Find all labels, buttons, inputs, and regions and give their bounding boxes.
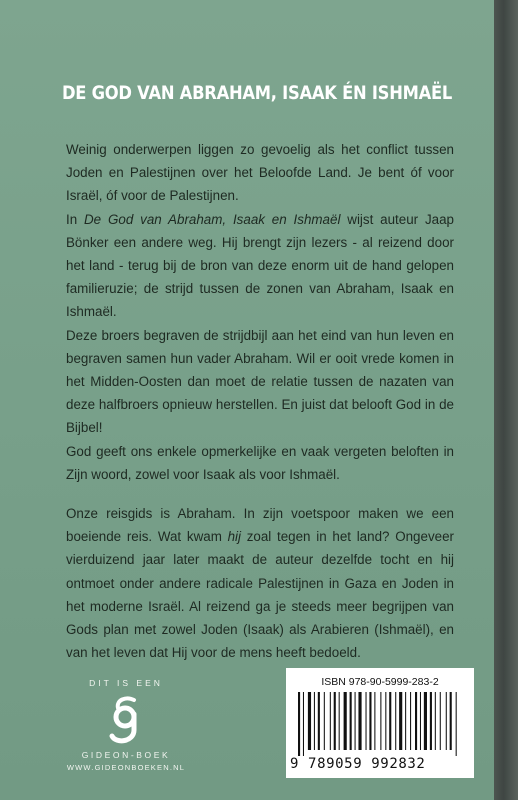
barcode-bar [358, 692, 361, 750]
gideon-boek-label: GIDEON-BOEK [81, 750, 171, 760]
gideon-g-logo-icon [104, 696, 148, 748]
barcode-bar [324, 692, 325, 750]
dit-is-een-label: DIT IS EEN [89, 678, 163, 688]
barcode-bar [314, 692, 315, 750]
ean-digits: 9 789059 992832 [290, 756, 426, 772]
book-title-italic: De God van Abraham, Isaak en Ishmaël [84, 211, 341, 227]
publisher-url: WWW.GIDEONBOEKEN.NL [66, 763, 186, 772]
back-cover-blurb [66, 138, 454, 664]
barcode-bar [389, 692, 391, 750]
barcode-bar [374, 692, 375, 750]
barcode-bar [430, 692, 432, 750]
blurb-paragraph-1: Weinig onderwerpen liggen zo gevoelig als het conflict tussen Joden en Palestijnen over het Beloofde Land. Je bent óf voor Israël, óf voor de Palestijnen. [66, 142, 454, 204]
barcode-bar [380, 692, 381, 750]
blurb-paragraph-2 [66, 208, 454, 324]
barcode-bar [446, 692, 447, 750]
paragraph-gap [66, 486, 454, 502]
blurb-paragraph-5-a: Onze reisgids is Abraham. In zijn voetspoor maken we een boeiende reis. Wat kwam [66, 506, 454, 545]
barcode-bar [298, 692, 300, 756]
blurb-in: In [66, 211, 85, 227]
barcode-bar [334, 692, 336, 750]
barcode-bar [440, 692, 441, 750]
barcode-bar [350, 692, 352, 750]
book-edge-shadow [494, 0, 518, 800]
barcode-bar [303, 692, 304, 756]
barcode-bar [435, 692, 436, 750]
barcode-bar [405, 692, 406, 750]
book-title: DE GOD VAN ABRAHAM, ISAAK ÉN ISHMAËL [62, 82, 453, 104]
barcode-bar [355, 692, 356, 750]
blurb-paragraph-3: Deze broers begraven de strijdbijl aan het eind van hun leven en begraven samen hun vader Abraham. Wil er ooit vrede komen in het Midden-Oosten dan moet de relatie tussen de nazaten van deze halfbroers opnieuw herstellen. En juist dat belooft God in de Bijbel! [66, 327, 454, 436]
isbn-barcode [286, 668, 474, 778]
barcode-bar [330, 692, 331, 750]
barcode-bar [308, 692, 311, 750]
barcode-bar [318, 692, 320, 750]
blurb-paragraph-4: God geeft ons enkele opmerkelijke en vaak vergeten beloften in Zijn woord, zowel voor Isaak als voor Ishmaël. [66, 443, 454, 482]
barcode-bar [399, 692, 402, 750]
emphasis-hij: hij [227, 529, 241, 545]
barcode-bar [424, 692, 427, 750]
barcode-bar [385, 692, 386, 750]
barcode-bar [344, 692, 347, 750]
barcode-bar [456, 692, 457, 756]
barcode-bar [450, 692, 452, 750]
barcode-bar [420, 692, 421, 750]
isbn-label: ISBN 978-90-5999-283-2 [321, 676, 439, 688]
barcode-bar [410, 692, 411, 750]
blurb-paragraph-5 [66, 502, 454, 664]
barcode-bar [366, 692, 367, 750]
barcode-bar [369, 692, 371, 750]
blurb-paragraph-5-b: zoal tegen in het land? Ongeveer vierduizend jaar later maakt de auteur dezelfde tocht en hij ontmoet onder andere radicale Palestijnen in Gaza en Joden in het moderne Israël. Al reizend ga je steeds meer begrijpen van Gods plan met zowel Joden (Isaak) als Arabieren (Ishmaël), en van het leven dat Hij voor de mens heeft bedoeld. [66, 529, 454, 661]
blurb-paragraph-2-rest: wijst auteur Jaap Bönker een andere weg. Hij brengt zijn lezers - al reizend door het land - terug bij de bron van deze enorm uit de hand gelopen familieruzie; de strijd tussen de zonen van Abraham, Isaak en Ishmaël. [66, 211, 455, 320]
publisher-brand [66, 678, 186, 772]
barcode-bar [339, 692, 340, 750]
barcode-bars [298, 692, 462, 756]
barcode-bar [415, 692, 417, 750]
barcode-bar [395, 692, 396, 750]
